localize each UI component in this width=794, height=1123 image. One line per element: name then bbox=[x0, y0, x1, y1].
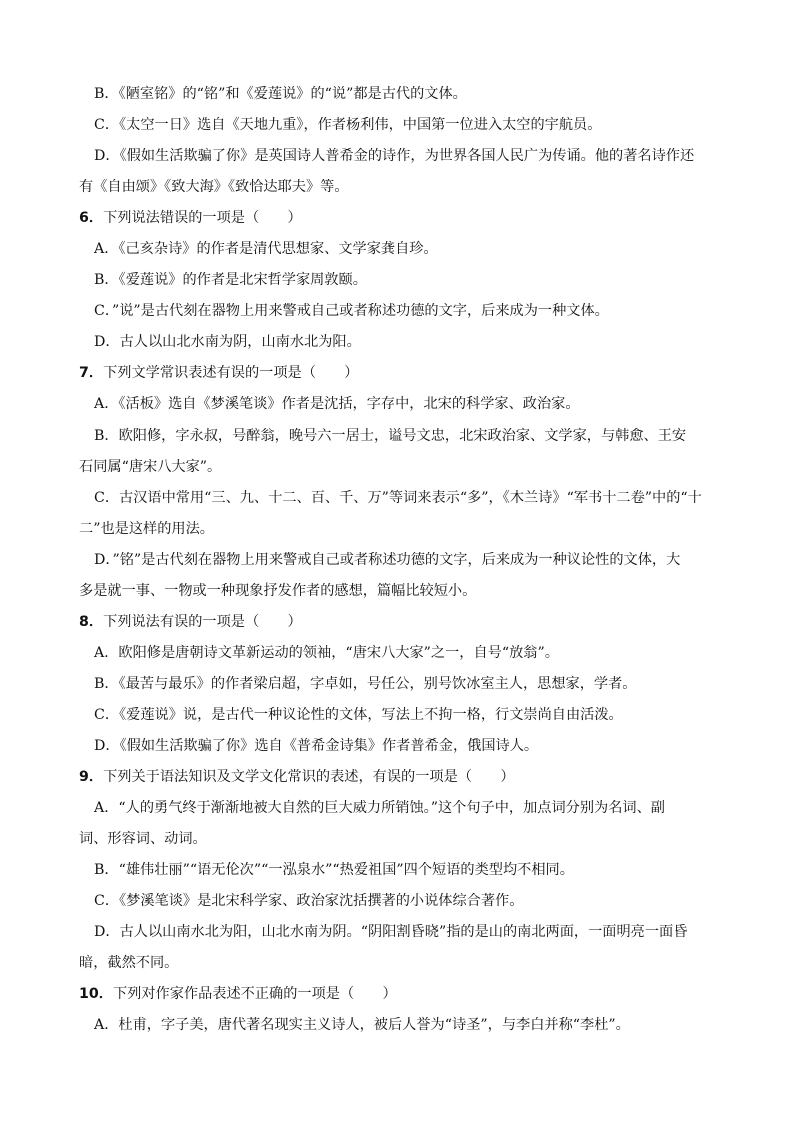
question-text: 下列说法错误的一项是（ ） bbox=[103, 210, 302, 227]
question-number: 6． bbox=[79, 210, 104, 227]
option-continuation: 有《自由颂》《致大海》《致恰达耶夫》等。 bbox=[79, 179, 349, 196]
question-text: 下列对作家作品表述不正确的一项是（ ） bbox=[112, 986, 397, 1003]
question-text: 下列说法有误的一项是（ ） bbox=[103, 613, 302, 630]
question-stem bbox=[79, 607, 706, 638]
answer-option: C．古汉语中常用“三、九、十二、百、千、万”等词来表示“多”，《木兰诗》“军书十二卷”中的“十 bbox=[94, 489, 702, 506]
answer-option: D．”铭”是古代刻在器物上用来警戒自己或者称述功德的文字，后来成为一种议论性的文体，大 bbox=[94, 551, 681, 568]
answer-option: C．《太空一日》选自《天地九重》，作者杨利伟，中国第一位进入太空的宇航员。 bbox=[94, 117, 602, 134]
option-continuation: 暗，截然不同。 bbox=[79, 955, 179, 972]
question-stem bbox=[79, 762, 706, 793]
answer-option: D．古人以山南水北为阳，山北水南为阴。“阴阳割昏晓”指的是山的南北两面，一面明亮一面昏 bbox=[94, 924, 688, 941]
answer-option: D．《假如生活欺骗了你》是英国诗人普希金的诗作，为世界各国人民广为传诵。他的著名诗作还 bbox=[94, 148, 695, 165]
answer-option: B．“雄伟壮丽”“语无伦次”“一泓泉水”“热爱祖国”四个短语的类型均不相同。 bbox=[94, 862, 574, 879]
question-text: 下列关于语法知识及文学文化常识的表述，有误的一项是（ ） bbox=[103, 769, 515, 786]
option-continuation: 词、形容词、动词。 bbox=[79, 831, 207, 848]
question-stem bbox=[79, 358, 706, 389]
answer-option: D．古人以山北水南为阴，山南水北为阳。 bbox=[94, 334, 361, 351]
answer-option: B．欧阳修，字永叔，号醉翁，晚号六一居士，谥号文忠，北宋政治家、文学家，与韩愈、王安 bbox=[94, 427, 687, 444]
answer-option: B．《爱莲说》的作者是北宋哲学家周敦颐。 bbox=[94, 272, 367, 289]
answer-option: B．《最苦与最乐》的作者梁启超，字卓如，号任公，别号饮冰室主人，思想家，学者。 bbox=[94, 675, 637, 692]
question-number: 8． bbox=[79, 613, 104, 630]
answer-option: A．“人的勇气终于渐渐地被大自然的巨大威力所销蚀。”这个句子中，加点词分别为名词、副 bbox=[94, 800, 665, 817]
answer-option: D．《假如生活欺骗了你》选自《普希金诗集》作者普希金，俄国诗人。 bbox=[94, 737, 539, 754]
answer-option: A．《活板》选自《梦溪笔谈》作者是沈括，字存中，北宋的科学家、政治家。 bbox=[94, 396, 580, 413]
answer-option: C．”说”是古代刻在器物上用来警戒自己或者称述功德的文字，后来成为一种文体。 bbox=[94, 303, 609, 320]
question-stem bbox=[79, 979, 706, 1010]
answer-option: A．《己亥杂诗》的作者是清代思想家、文学家龚自珍。 bbox=[94, 241, 438, 258]
question-number: 7． bbox=[79, 365, 104, 382]
question-stem bbox=[79, 203, 706, 234]
question-text: 下列文学常识表述有误的一项是（ ） bbox=[103, 365, 359, 382]
answer-option: C．《爱莲说》说，是古代一种议论性的文体，写法上不拘一格，行文崇尚自由活泼。 bbox=[94, 706, 623, 723]
option-continuation: 多是就一事、一物或一种现象抒发作者的感想，篇幅比较短小。 bbox=[79, 582, 477, 599]
option-continuation: 二”也是这样的用法。 bbox=[79, 520, 214, 537]
question-number: 10． bbox=[79, 986, 113, 1003]
answer-option: B．《陋室铭》的“铭”和《爱莲说》的“说”都是古代的文体。 bbox=[94, 86, 467, 102]
answer-option: C．《梦溪笔谈》是北宋科学家、政治家沈括撰著的小说体综合著作。 bbox=[94, 893, 524, 910]
answer-option: A．杜甫，字子美，唐代著名现实主义诗人，被后人誉为“诗圣”，与李白并称“李杜”。 bbox=[94, 1017, 630, 1034]
answer-option: A．欧阳修是唐朝诗文革新运动的领袖，“唐宋八大家”之一，自号“放翁”。 bbox=[94, 644, 559, 661]
option-continuation: 石同属“唐宋八大家”。 bbox=[79, 458, 222, 475]
question-number: 9． bbox=[79, 769, 104, 786]
